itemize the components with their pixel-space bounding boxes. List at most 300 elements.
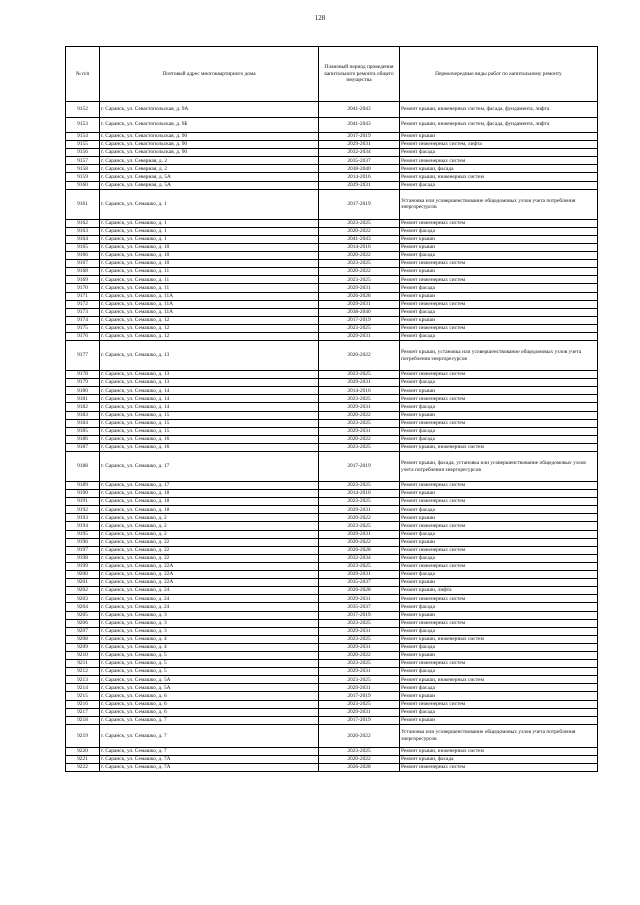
table-row xyxy=(66,635,598,643)
row-address: г. Саранск, ул. Семашко, д. 2 xyxy=(100,530,319,538)
table-row xyxy=(66,452,598,482)
row-address: г. Саранск, ул. Семашко, д. 3 xyxy=(100,627,319,635)
row-works: Ремонт инженерных систем xyxy=(400,522,598,530)
table-body xyxy=(66,102,598,772)
row-number: 9165 xyxy=(66,243,100,251)
row-number: 9153 xyxy=(66,117,100,133)
row-number: 9209 xyxy=(66,643,100,651)
row-address: г. Саранск, ул. Семашко, д. 6 xyxy=(100,708,319,716)
row-period: 2035-2037 xyxy=(319,579,400,587)
row-number: 9158 xyxy=(66,165,100,173)
row-works: Ремонт фасада xyxy=(400,708,598,716)
row-address: г. Саранск, ул. Семашко, д. 15 xyxy=(100,419,319,427)
row-address: г. Саранск, ул. Семашко, д. 18 xyxy=(100,498,319,506)
row-period: 2032-2034 xyxy=(319,149,400,157)
table-row xyxy=(66,411,598,419)
row-works: Ремонт крыши xyxy=(400,611,598,619)
row-address: г. Саранск, ул. Семашко, д. 12 xyxy=(100,316,319,324)
table-row xyxy=(66,684,598,692)
page-number: 128 xyxy=(314,14,326,22)
row-address: г. Саранск, ул. Севастопольская, д. 90 xyxy=(100,141,319,149)
table-row xyxy=(66,268,598,276)
row-period: 2020-2022 xyxy=(319,411,400,419)
row-address: г. Саранск, ул. Семашко, д. 5А xyxy=(100,676,319,684)
row-number: 9179 xyxy=(66,379,100,387)
row-address: г. Саранск, ул. Семашко, д. 2 xyxy=(100,522,319,530)
row-works: Ремонт крыши xyxy=(400,579,598,587)
table-row xyxy=(66,603,598,611)
table-row xyxy=(66,522,598,530)
row-address: г. Саранск, ул. Северная, д. 2 xyxy=(100,165,319,173)
table-row xyxy=(66,716,598,724)
row-period: 2029-2031 xyxy=(319,506,400,514)
table-row xyxy=(66,292,598,300)
table-row xyxy=(66,619,598,627)
row-period: 2038-2040 xyxy=(319,308,400,316)
row-address: г. Саранск, ул. Семашко, д. 13 xyxy=(100,341,319,371)
row-address: г. Саранск, ул. Севастопольская, д. 9А xyxy=(100,102,319,118)
row-number: 9182 xyxy=(66,403,100,411)
table-row xyxy=(66,506,598,514)
row-works: Ремонт фасада xyxy=(400,554,598,562)
row-address: г. Саранск, ул. Семашко, д. 22 xyxy=(100,554,319,562)
row-address: г. Саранск, ул. Семашко, д. 11 xyxy=(100,268,319,276)
table-row xyxy=(66,530,598,538)
row-works: Ремонт фасада xyxy=(400,684,598,692)
table-row xyxy=(66,252,598,260)
table-row xyxy=(66,227,598,235)
row-number: 9170 xyxy=(66,284,100,292)
row-period: 2041-2043 xyxy=(319,117,400,133)
row-period: 2023-2025 xyxy=(319,522,400,530)
row-period: 2017-2019 xyxy=(319,189,400,219)
row-number: 9207 xyxy=(66,627,100,635)
row-works: Ремонт фасада xyxy=(400,308,598,316)
row-number: 9188 xyxy=(66,452,100,482)
table-row xyxy=(66,627,598,635)
row-number: 9180 xyxy=(66,387,100,395)
row-works: Ремонт фасада xyxy=(400,643,598,651)
row-period: 2020-2022 xyxy=(319,651,400,659)
row-number: 9183 xyxy=(66,411,100,419)
table-row xyxy=(66,514,598,522)
row-number: 9212 xyxy=(66,668,100,676)
row-works: Ремонт фасада xyxy=(400,435,598,443)
row-period: 2023-2025 xyxy=(319,635,400,643)
row-period: 2029-2031 xyxy=(319,427,400,435)
row-period: 2023-2025 xyxy=(319,443,400,451)
table-row xyxy=(66,324,598,332)
table-row xyxy=(66,755,598,763)
table-row xyxy=(66,443,598,451)
header-period: Плановый период проведения капитального ремонта общего имущества xyxy=(319,47,400,102)
row-works: Ремонт фасада xyxy=(400,181,598,189)
row-number: 9201 xyxy=(66,579,100,587)
row-number: 9167 xyxy=(66,260,100,268)
row-period: 2020-2022 xyxy=(319,724,400,747)
row-period: 2029-2031 xyxy=(319,332,400,340)
row-address: г. Саранск, ул. Семашко, д. 7 xyxy=(100,747,319,755)
row-number: 9198 xyxy=(66,554,100,562)
row-number: 9178 xyxy=(66,371,100,379)
row-address: г. Саранск, ул. Северная, д. 5А xyxy=(100,173,319,181)
table-row xyxy=(66,332,598,340)
row-number: 9208 xyxy=(66,635,100,643)
row-number: 9187 xyxy=(66,443,100,451)
row-number: 9197 xyxy=(66,546,100,554)
table-row xyxy=(66,403,598,411)
row-number: 9161 xyxy=(66,189,100,219)
row-address: г. Саранск, ул. Семашко, д. 22 xyxy=(100,538,319,546)
row-number: 9202 xyxy=(66,587,100,595)
row-address: г. Саранск, ул. Северная, д. 2 xyxy=(100,157,319,165)
table-row xyxy=(66,341,598,371)
row-address: г. Саранск, ул. Семашко, д. 13 xyxy=(100,379,319,387)
row-number: 9154 xyxy=(66,133,100,141)
row-address: г. Саранск, ул. Семашко, д. 17 xyxy=(100,482,319,490)
row-number: 9217 xyxy=(66,708,100,716)
table-header-row xyxy=(66,47,598,102)
row-number: 9181 xyxy=(66,395,100,403)
row-period: 2026-2028 xyxy=(319,764,400,772)
row-address: г. Саранск, ул. Семашко, д. 3 xyxy=(100,611,319,619)
row-period: 2014-2016 xyxy=(319,173,400,181)
row-address: г. Саранск, ул. Семашко, д. 15 xyxy=(100,411,319,419)
row-period: 2029-2031 xyxy=(319,379,400,387)
row-works: Ремонт инженерных систем xyxy=(400,498,598,506)
row-works: Ремонт крыши, инженерных систем, фасада, фундамента, лифта xyxy=(400,117,598,133)
row-number: 9222 xyxy=(66,764,100,772)
row-period: 2026-2028 xyxy=(319,546,400,554)
row-works: Ремонт крыши, инженерных систем xyxy=(400,173,598,181)
row-period: 2041-2043 xyxy=(319,102,400,118)
repair-schedule-table xyxy=(65,46,598,772)
row-period: 2020-2022 xyxy=(319,538,400,546)
row-number: 9174 xyxy=(66,316,100,324)
table-row xyxy=(66,133,598,141)
row-period: 2023-2025 xyxy=(319,676,400,684)
table-row xyxy=(66,157,598,165)
row-works: Ремонт фасада xyxy=(400,284,598,292)
row-number: 9203 xyxy=(66,595,100,603)
row-number: 9211 xyxy=(66,660,100,668)
row-number: 9215 xyxy=(66,692,100,700)
header-num: № п/п xyxy=(66,47,100,102)
row-works: Ремонт крыши, лифта xyxy=(400,587,598,595)
table-row xyxy=(66,587,598,595)
row-address: г. Саранск, ул. Семашко, д. 1 xyxy=(100,189,319,219)
row-address: г. Саранск, ул. Семашко, д. 5 xyxy=(100,668,319,676)
row-works: Установка или усовершенствование общедомовых узлов учета потребления энергоресурсов xyxy=(400,189,598,219)
row-period: 2017-2019 xyxy=(319,452,400,482)
row-period: 2029-2031 xyxy=(319,284,400,292)
row-works: Ремонт крыши, инженерных систем xyxy=(400,747,598,755)
row-address: г. Саранск, ул. Семашко, д. 22А xyxy=(100,579,319,587)
row-number: 9195 xyxy=(66,530,100,538)
row-period: 2023-2025 xyxy=(319,700,400,708)
row-period: 2023-2025 xyxy=(319,660,400,668)
row-number: 9219 xyxy=(66,724,100,747)
table-row xyxy=(66,260,598,268)
table-row xyxy=(66,435,598,443)
row-number: 9199 xyxy=(66,562,100,570)
row-address: г. Саранск, ул. Семашко, д. 1 xyxy=(100,219,319,227)
row-address: г. Саранск, ул. Семашко, д. 15 xyxy=(100,427,319,435)
table-row xyxy=(66,668,598,676)
row-works: Ремонт крыши xyxy=(400,243,598,251)
row-period: 2026-2028 xyxy=(319,292,400,300)
row-number: 9176 xyxy=(66,332,100,340)
table-row xyxy=(66,724,598,747)
row-works: Ремонт крыши xyxy=(400,490,598,498)
row-address: г. Саранск, ул. Семашко, д. 24 xyxy=(100,603,319,611)
row-number: 9160 xyxy=(66,181,100,189)
row-period: 2029-2031 xyxy=(319,571,400,579)
row-number: 9214 xyxy=(66,684,100,692)
row-period: 2017-2019 xyxy=(319,611,400,619)
row-works: Установка или усовершенствование общедомовых узлов учета потребления энергоресурсов xyxy=(400,724,598,747)
row-period: 2017-2019 xyxy=(319,716,400,724)
row-number: 9162 xyxy=(66,219,100,227)
row-address: г. Саранск, ул. Семашко, д. 7 xyxy=(100,716,319,724)
table-row xyxy=(66,562,598,570)
row-number: 9213 xyxy=(66,676,100,684)
row-works: Ремонт фасада xyxy=(400,506,598,514)
row-works: Ремонт инженерных систем xyxy=(400,371,598,379)
row-works: Ремонт инженерных систем xyxy=(400,300,598,308)
row-number: 9206 xyxy=(66,619,100,627)
row-address: г. Саранск, ул. Семашко, д. 12 xyxy=(100,324,319,332)
row-period: 2014-2016 xyxy=(319,387,400,395)
row-period: 2041-2043 xyxy=(319,235,400,243)
row-address: г. Саранск, ул. Семашко, д. 12 xyxy=(100,332,319,340)
table-row xyxy=(66,482,598,490)
row-works: Ремонт крыши xyxy=(400,716,598,724)
row-address: г. Саранск, ул. Семашко, д. 7 xyxy=(100,724,319,747)
table-row xyxy=(66,316,598,324)
row-address: г. Саранск, ул. Севастопольская, д. 90 xyxy=(100,133,319,141)
row-number: 9157 xyxy=(66,157,100,165)
row-period: 2029-2031 xyxy=(319,300,400,308)
table-row xyxy=(66,395,598,403)
row-address: г. Саранск, ул. Семашко, д. 16 xyxy=(100,443,319,451)
row-period: 2023-2025 xyxy=(319,371,400,379)
row-number: 9185 xyxy=(66,427,100,435)
table-row xyxy=(66,300,598,308)
row-works: Ремонт крыши, инженерных систем xyxy=(400,676,598,684)
row-works: Ремонт фасада xyxy=(400,227,598,235)
row-works: Ремонт инженерных систем xyxy=(400,562,598,570)
table-row xyxy=(66,149,598,157)
row-works: Ремонт инженерных систем xyxy=(400,660,598,668)
row-number: 9172 xyxy=(66,300,100,308)
table-row xyxy=(66,700,598,708)
table-row xyxy=(66,165,598,173)
row-address: г. Саранск, ул. Семашко, д. 11А xyxy=(100,300,319,308)
table-row xyxy=(66,117,598,133)
row-works: Ремонт крыши xyxy=(400,133,598,141)
row-number: 9156 xyxy=(66,149,100,157)
row-address: г. Саранск, ул. Семашко, д. 1 xyxy=(100,235,319,243)
row-address: г. Саранск, ул. Севастопольская, д. 90 xyxy=(100,149,319,157)
row-works: Ремонт фасада xyxy=(400,379,598,387)
row-period: 2020-2022 xyxy=(319,755,400,763)
row-period: 2020-2022 xyxy=(319,514,400,522)
row-address: г. Саранск, ул. Семашко, д. 4 xyxy=(100,635,319,643)
row-period: 2020-2022 xyxy=(319,435,400,443)
row-address: г. Саранск, ул. Семашко, д. 7А xyxy=(100,764,319,772)
row-address: г. Саранск, ул. Семашко, д. 10 xyxy=(100,252,319,260)
row-number: 9200 xyxy=(66,571,100,579)
table-row xyxy=(66,546,598,554)
row-address: г. Саранск, ул. Семашко, д. 4 xyxy=(100,643,319,651)
row-address: г. Саранск, ул. Семашко, д. 24 xyxy=(100,595,319,603)
row-number: 9155 xyxy=(66,141,100,149)
row-works: Ремонт фасада xyxy=(400,427,598,435)
row-period: 2023-2025 xyxy=(319,324,400,332)
row-address: г. Саранск, ул. Семашко, д. 11 xyxy=(100,284,319,292)
row-period: 2017-2019 xyxy=(319,316,400,324)
row-works: Ремонт инженерных систем xyxy=(400,157,598,165)
row-address: г. Саранск, ул. Семашко, д. 14 xyxy=(100,395,319,403)
table-row xyxy=(66,579,598,587)
table-row xyxy=(66,308,598,316)
row-address: г. Саранск, ул. Семашко, д. 14 xyxy=(100,387,319,395)
row-number: 9189 xyxy=(66,482,100,490)
table-row xyxy=(66,243,598,251)
row-works: Ремонт фасада xyxy=(400,668,598,676)
row-address: г. Саранск, ул. Семашко, д. 10 xyxy=(100,260,319,268)
row-works: Ремонт крыши xyxy=(400,268,598,276)
row-works: Ремонт крыши xyxy=(400,235,598,243)
row-period: 2023-2025 xyxy=(319,276,400,284)
row-works: Ремонт инженерных систем xyxy=(400,324,598,332)
row-works: Ремонт фасада xyxy=(400,530,598,538)
row-number: 9166 xyxy=(66,252,100,260)
row-period: 2029-2031 xyxy=(319,684,400,692)
row-number: 9205 xyxy=(66,611,100,619)
row-period: 2029-2031 xyxy=(319,403,400,411)
row-number: 9216 xyxy=(66,700,100,708)
table-row xyxy=(66,611,598,619)
row-address: г. Саранск, ул. Семашко, д. 16 xyxy=(100,435,319,443)
row-address: г. Саранск, ул. Семашко, д. 6 xyxy=(100,700,319,708)
row-works: Ремонт крыши xyxy=(400,538,598,546)
row-period: 2029-2031 xyxy=(319,530,400,538)
row-number: 9168 xyxy=(66,268,100,276)
row-works: Ремонт крыши, фасада, установка или усовершенствование общедомовых узлов учета потребления энергоресурсов xyxy=(400,452,598,482)
row-works: Ремонт фасада xyxy=(400,571,598,579)
row-works: Ремонт инженерных систем xyxy=(400,482,598,490)
row-works: Ремонт инженерных систем xyxy=(400,395,598,403)
table-row xyxy=(66,708,598,716)
row-period: 2029-2031 xyxy=(319,708,400,716)
row-address: г. Саранск, ул. Семашко, д. 11 xyxy=(100,276,319,284)
row-works: Ремонт крыши, инженерных систем, фасада, фундамента, лифта xyxy=(400,102,598,118)
table-row xyxy=(66,189,598,219)
row-works: Ремонт инженерных систем xyxy=(400,619,598,627)
row-address: г. Саранск, ул. Семашко, д. 2 xyxy=(100,514,319,522)
row-number: 9186 xyxy=(66,435,100,443)
row-works: Ремонт крыши, инженерных систем xyxy=(400,635,598,643)
row-works: Ремонт крыши xyxy=(400,316,598,324)
row-address: г. Саранск, ул. Северная, д. 5А xyxy=(100,181,319,189)
row-works: Ремонт фасада xyxy=(400,149,598,157)
row-works: Ремонт крыши, инженерных систем xyxy=(400,443,598,451)
row-number: 9184 xyxy=(66,419,100,427)
table-row xyxy=(66,181,598,189)
row-number: 9191 xyxy=(66,498,100,506)
table-row xyxy=(66,387,598,395)
row-works: Ремонт крыши xyxy=(400,387,598,395)
row-period: 2026-2028 xyxy=(319,587,400,595)
row-number: 9159 xyxy=(66,173,100,181)
row-works: Ремонт крыши xyxy=(400,292,598,300)
row-number: 9190 xyxy=(66,490,100,498)
row-address: г. Саранск, ул. Семашко, д. 5 xyxy=(100,651,319,659)
row-address: г. Саранск, ул. Семашко, д. 5А xyxy=(100,684,319,692)
row-address: г. Саранск, ул. Семашко, д. 1 xyxy=(100,227,319,235)
row-address: г. Саранск, ул. Семашко, д. 3 xyxy=(100,619,319,627)
row-works: Ремонт фасада xyxy=(400,627,598,635)
row-address: г. Саранск, ул. Севастопольская, д. 9Б xyxy=(100,117,319,133)
table-row xyxy=(66,490,598,498)
row-period: 2029-2031 xyxy=(319,643,400,651)
row-period: 2020-2022 xyxy=(319,227,400,235)
table-row xyxy=(66,764,598,772)
table-row xyxy=(66,538,598,546)
table-row xyxy=(66,284,598,292)
row-period: 2023-2025 xyxy=(319,419,400,427)
row-number: 9218 xyxy=(66,716,100,724)
row-address: г. Саранск, ул. Семашко, д. 24 xyxy=(100,587,319,595)
row-period: 2017-2019 xyxy=(319,133,400,141)
row-period: 2014-2016 xyxy=(319,490,400,498)
row-period: 2029-2031 xyxy=(319,141,400,149)
row-works: Ремонт инженерных систем xyxy=(400,700,598,708)
table-row xyxy=(66,571,598,579)
row-works: Ремонт крыши xyxy=(400,692,598,700)
row-number: 9163 xyxy=(66,227,100,235)
row-number: 9221 xyxy=(66,755,100,763)
row-works: Ремонт инженерных систем xyxy=(400,419,598,427)
table-row xyxy=(66,595,598,603)
row-number: 9164 xyxy=(66,235,100,243)
row-number: 9177 xyxy=(66,341,100,371)
row-period: 2020-2022 xyxy=(319,252,400,260)
table-row xyxy=(66,173,598,181)
row-works: Ремонт крыши xyxy=(400,514,598,522)
row-address: г. Саранск, ул. Семашко, д. 11А xyxy=(100,308,319,316)
table-row xyxy=(66,651,598,659)
row-works: Ремонт крыши xyxy=(400,411,598,419)
row-period: 2029-2031 xyxy=(319,181,400,189)
row-number: 9152 xyxy=(66,102,100,118)
table-row xyxy=(66,219,598,227)
row-works: Ремонт инженерных систем xyxy=(400,219,598,227)
row-number: 9169 xyxy=(66,276,100,284)
row-period: 2029-2031 xyxy=(319,595,400,603)
row-number: 9220 xyxy=(66,747,100,755)
row-period: 2035-2037 xyxy=(319,157,400,165)
row-number: 9192 xyxy=(66,506,100,514)
table-row xyxy=(66,276,598,284)
row-works: Ремонт инженерных систем xyxy=(400,546,598,554)
row-works: Ремонт крыши, установка или усовершенствование общедомовых узлов учета потребления энергоресурсов xyxy=(400,341,598,371)
row-number: 9173 xyxy=(66,308,100,316)
row-period: 2038-2040 xyxy=(319,165,400,173)
table-row xyxy=(66,419,598,427)
